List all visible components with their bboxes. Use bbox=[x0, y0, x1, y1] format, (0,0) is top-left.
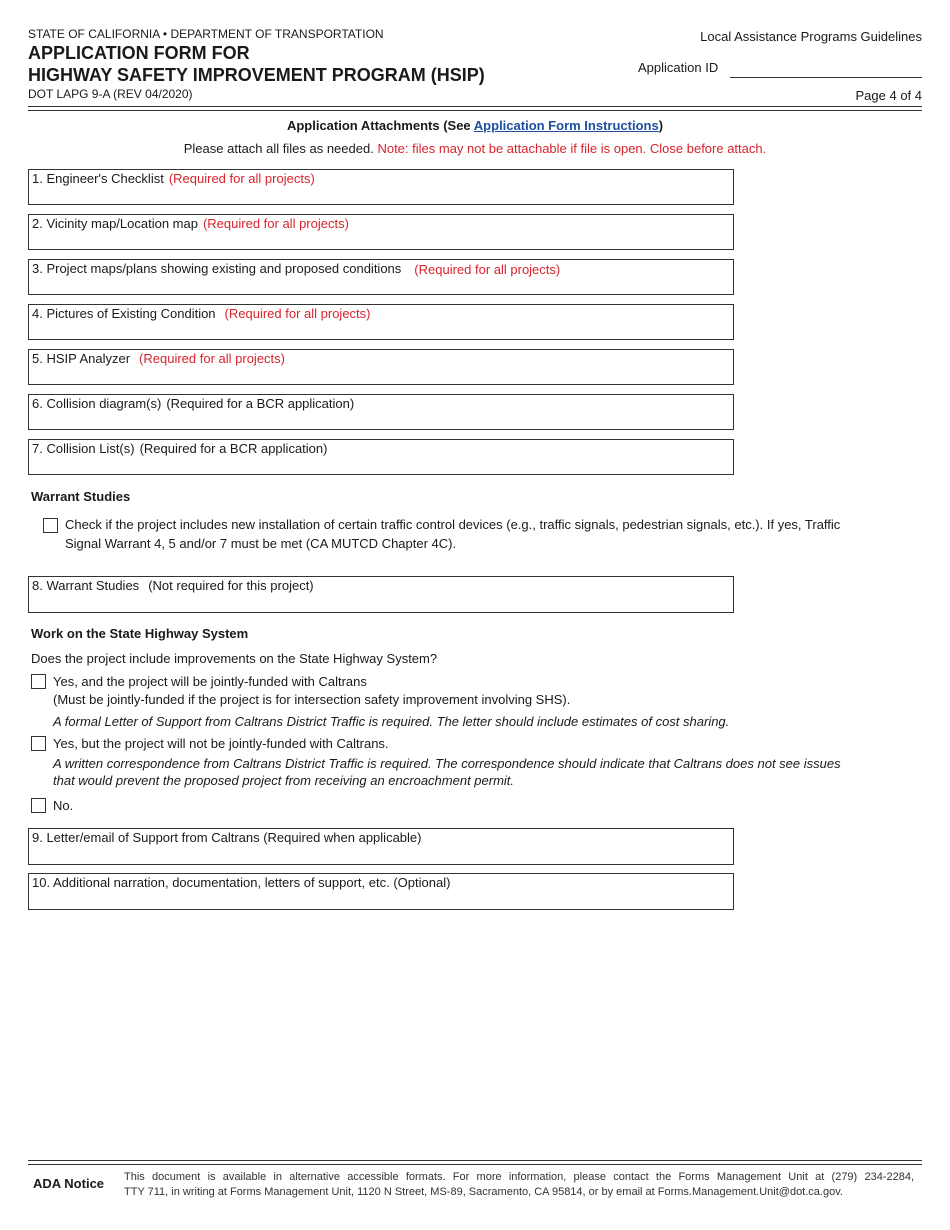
attach-note: Note: files may not be attachable if file is open. Close before attach. bbox=[377, 141, 767, 156]
attachment-field-10[interactable] bbox=[28, 873, 734, 910]
warrant-checkbox[interactable] bbox=[43, 518, 58, 533]
ada-notice-line2: TTY 711, in writing at Forms Management Unit, 1120 N Street, MS-89, Sacramento, CA 95814, or by email at Forms.Management.Unit@dot.ca.gov. bbox=[124, 1186, 843, 1198]
form-title-line1: APPLICATION FORM FOR bbox=[28, 43, 250, 63]
attachment-label-4: 4. Pictures of Existing Condition bbox=[32, 306, 216, 321]
header-divider-bottom bbox=[28, 110, 922, 111]
attachment-requirement-1: (Required for all projects) bbox=[168, 171, 315, 186]
attachments-heading-prefix: Application Attachments (See bbox=[286, 118, 474, 133]
attachment-requirement-4: (Required for all projects) bbox=[224, 306, 371, 321]
page-number: Page 4 of 4 bbox=[855, 88, 922, 103]
attachment-label-6: 6. Collision diagram(s) bbox=[32, 396, 162, 411]
attachment-field-3[interactable] bbox=[28, 259, 734, 295]
attachment-field-7[interactable] bbox=[28, 439, 734, 475]
shs-heading: Work on the State Highway System bbox=[31, 626, 249, 641]
shs-option-not-jointly-funded-checkbox[interactable] bbox=[31, 736, 46, 751]
attachment-label-9: 9. Letter/email of Support from Caltrans (Required when applicable) bbox=[32, 830, 422, 845]
shs-option2-note-line2: that would prevent the proposed project from receiving an encroachment permit. bbox=[53, 773, 515, 788]
form-number: DOT LAPG 9-A (REV 04/2020) bbox=[28, 87, 193, 101]
attachment-label-8: 8. Warrant Studies bbox=[32, 578, 140, 593]
application-id-label: Application ID bbox=[638, 60, 719, 75]
guidelines-label: Local Assistance Programs Guidelines bbox=[700, 29, 922, 44]
attachments-heading-suffix: ) bbox=[658, 118, 664, 133]
attachment-label-3: 3. Project maps/plans showing existing and proposed conditions bbox=[32, 261, 402, 276]
instructions-link[interactable]: Application Form Instructions bbox=[473, 118, 659, 133]
warrant-text-line2: Signal Warrant 4, 5 and/or 7 must be met (CA MUTCD Chapter 4C). bbox=[65, 536, 457, 551]
attachment-label-7: 7. Collision List(s) bbox=[32, 441, 135, 456]
attachment-label-2: 2. Vicinity map/Location map bbox=[32, 216, 198, 231]
footer-divider-bottom bbox=[28, 1164, 922, 1165]
shs-option3-label: No. bbox=[53, 798, 74, 813]
shs-option2-line1: Yes, but the project will not be jointly-funded with Caltrans. bbox=[53, 736, 389, 751]
ada-notice-label: ADA Notice bbox=[33, 1176, 105, 1191]
warrant-heading: Warrant Studies bbox=[31, 489, 131, 504]
attach-instruction-text: Please attach all files as needed. bbox=[183, 141, 374, 156]
form-title-line2: HIGHWAY SAFETY IMPROVEMENT PROGRAM (HSIP) bbox=[28, 65, 485, 85]
attachment-field-1[interactable] bbox=[28, 169, 734, 205]
attachment-label-10: 10. Additional narration, documentation, letters of support, etc. (Optional) bbox=[32, 875, 451, 890]
shs-option1-line2: (Must be jointly-funded if the project is for intersection safety improvement involving SHS). bbox=[53, 692, 571, 707]
footer-divider-top bbox=[28, 1160, 922, 1161]
attachment-label-1: 1. Engineer's Checklist bbox=[32, 171, 164, 186]
header-divider-top bbox=[28, 106, 922, 107]
attachment-field-6[interactable] bbox=[28, 394, 734, 430]
attachment-requirement-2: (Required for all projects) bbox=[202, 216, 349, 231]
attachment-field-5[interactable] bbox=[28, 349, 734, 385]
attachment-requirement-7: (Required for a BCR application) bbox=[139, 441, 328, 456]
attachment-field-9[interactable] bbox=[28, 828, 734, 865]
attachment-requirement-8: (Not required for this project) bbox=[148, 578, 314, 593]
attachment-requirement-5: (Required for all projects) bbox=[139, 351, 285, 366]
shs-question: Does the project include improvements on the State Highway System? bbox=[31, 651, 438, 666]
shs-option-jointly-funded-checkbox[interactable] bbox=[31, 674, 46, 689]
ada-notice-line1: This document is available in alternative accessible formats. For more information, please contact the Forms Management Unit at (279) 234-2284, bbox=[124, 1171, 914, 1183]
attachment-field-4[interactable] bbox=[28, 304, 734, 340]
warrant-text-line1: Check if the project includes new installation of certain traffic control devices (e.g., traffic signals, pedestrian signals, etc.). If yes, Traffic bbox=[65, 517, 841, 532]
agency-label: STATE OF CALIFORNIA • DEPARTMENT OF TRANSPORTATION bbox=[28, 27, 384, 41]
shs-option2-note-line1: A written correspondence from Caltrans District Traffic is required. The correspondence should indicate that Caltrans does not see issues bbox=[53, 756, 841, 771]
application-id-field[interactable] bbox=[730, 60, 922, 78]
shs-option1-note: A formal Letter of Support from Caltrans District Traffic is required. The letter should include estimates of cost sharing. bbox=[53, 714, 730, 729]
attachment-field-8[interactable] bbox=[28, 576, 734, 613]
attachments-heading bbox=[0, 117, 950, 134]
attachment-requirement-3: (Required for all projects) bbox=[414, 262, 561, 277]
shs-option-no-checkbox[interactable] bbox=[31, 798, 46, 813]
shs-option1-line1: Yes, and the project will be jointly-funded with Caltrans bbox=[53, 674, 367, 689]
attachment-field-2[interactable] bbox=[28, 214, 734, 250]
attachment-label-5: 5. HSIP Analyzer bbox=[32, 351, 131, 366]
attachment-requirement-6: (Required for a BCR application) bbox=[166, 396, 355, 411]
attach-instruction bbox=[0, 140, 950, 157]
